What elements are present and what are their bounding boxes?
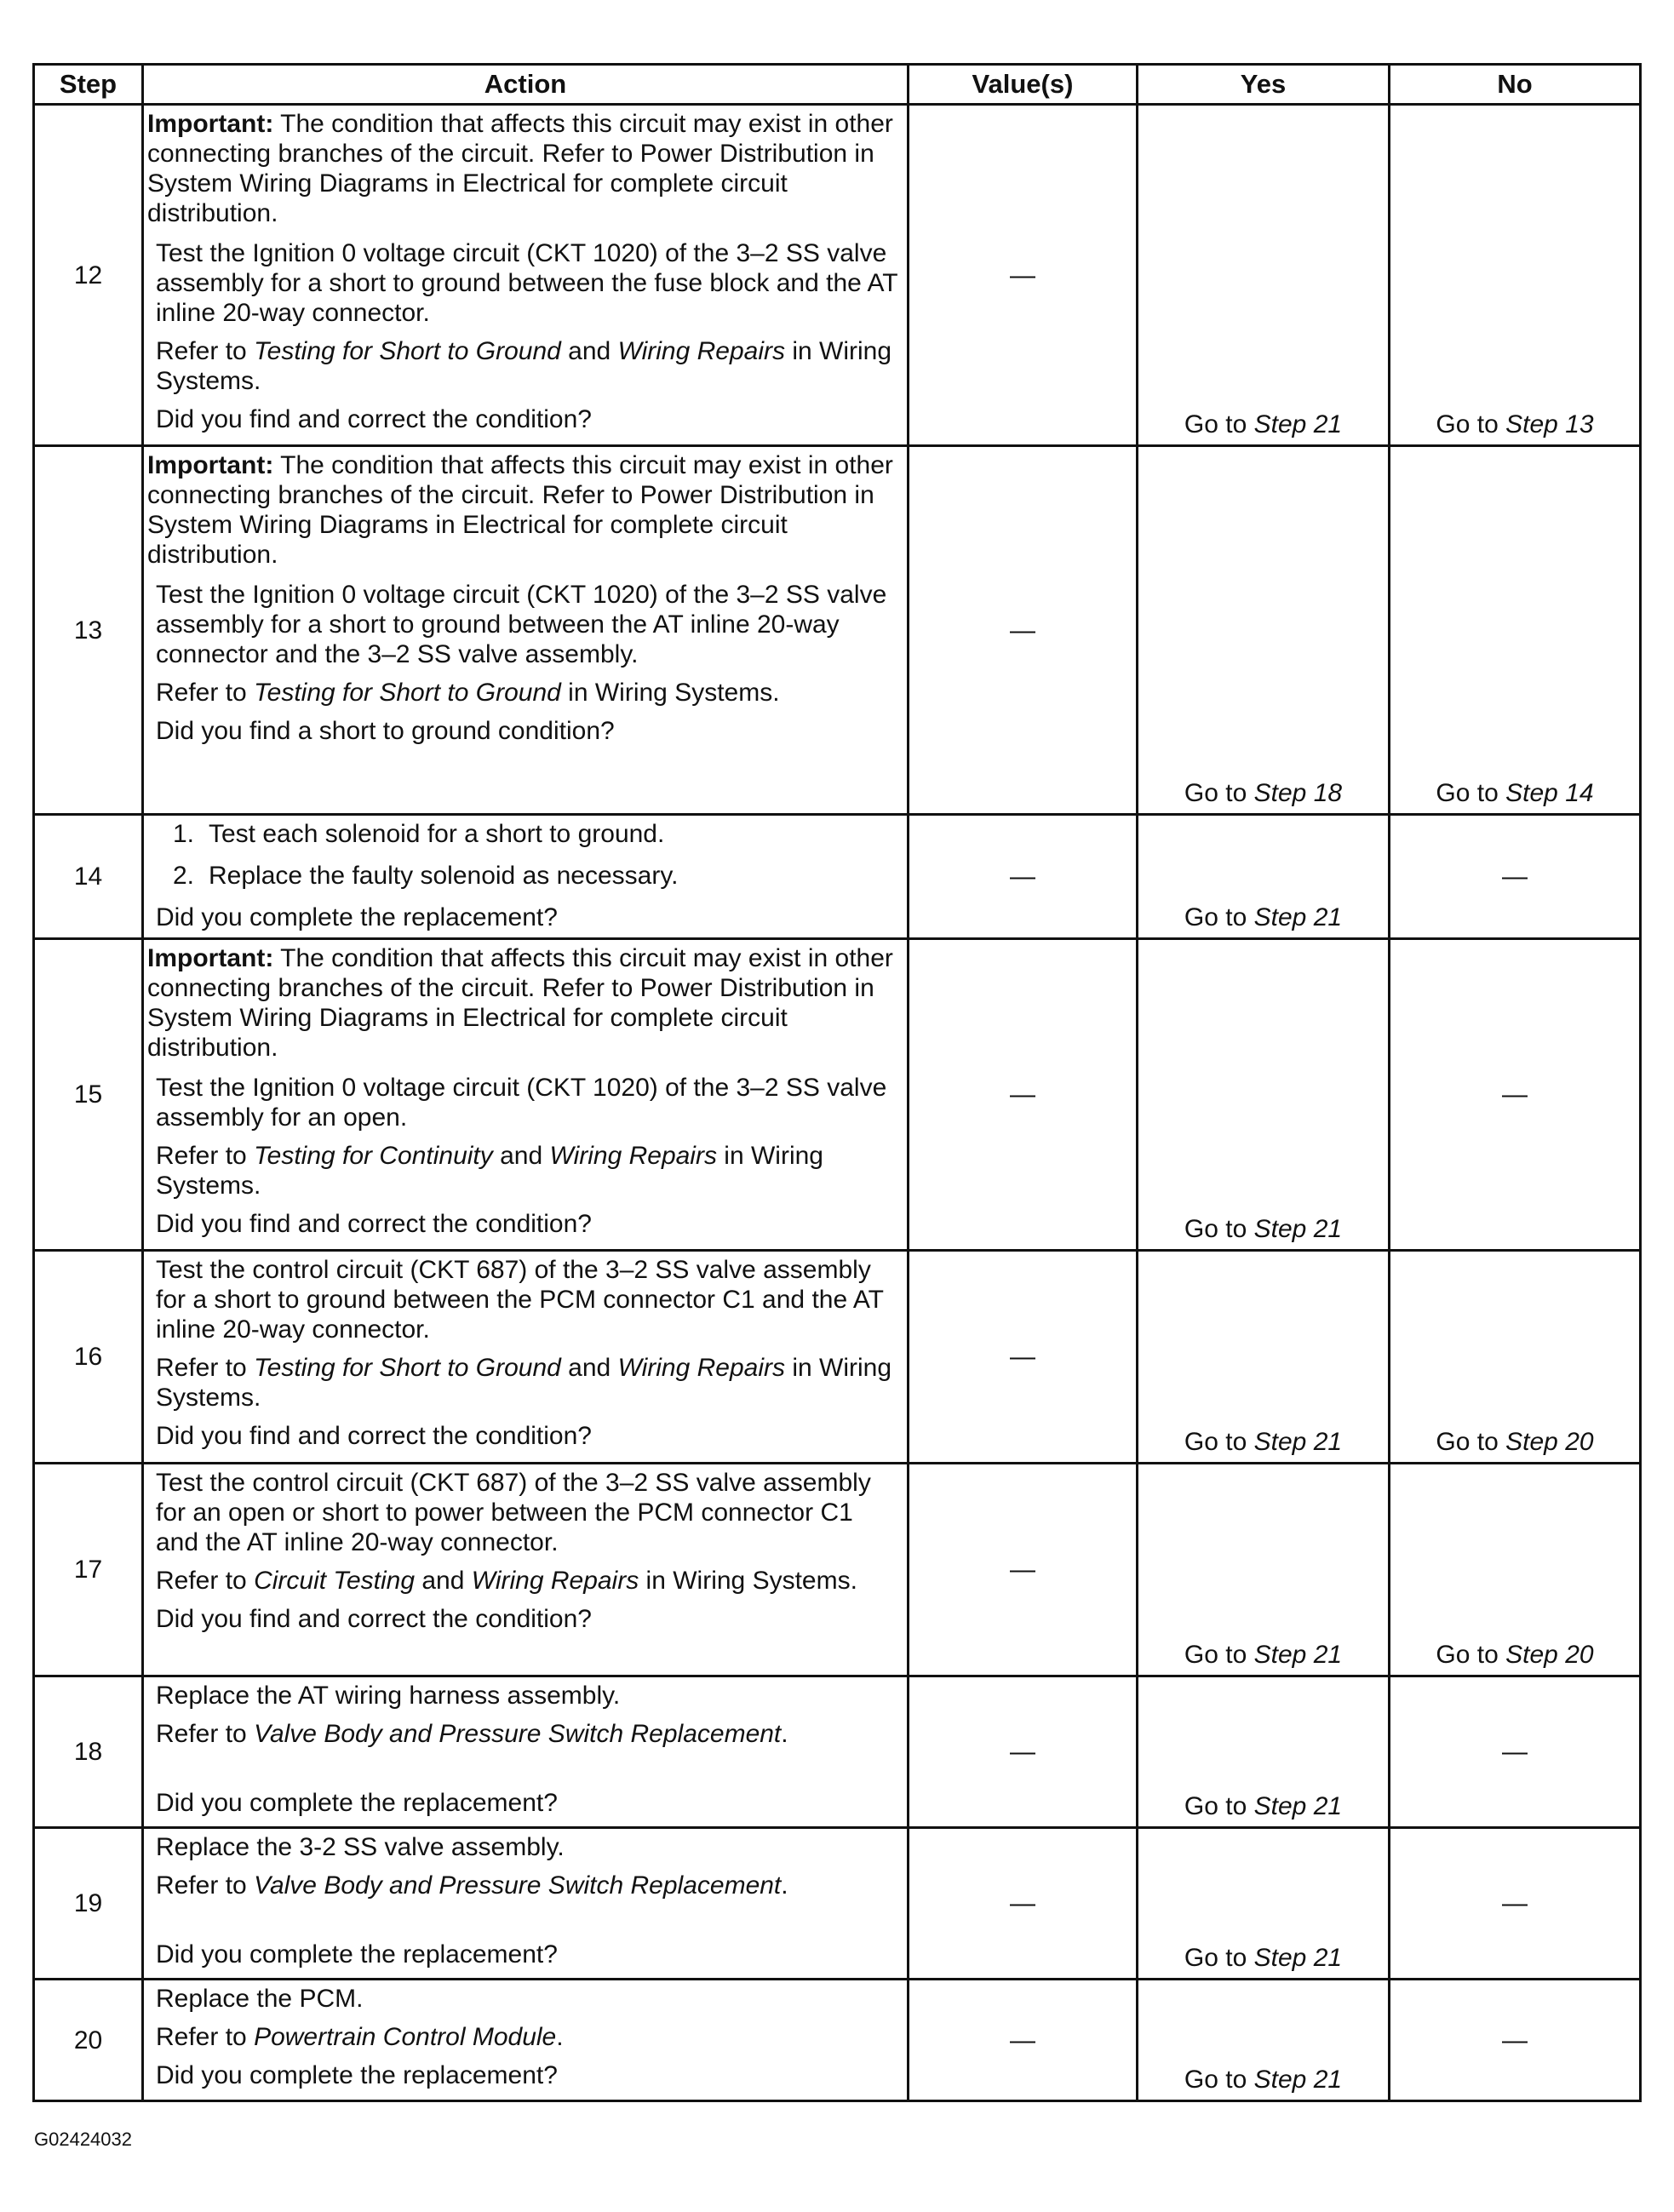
table-row	[34, 815, 1641, 939]
refer-text	[156, 336, 902, 396]
action-text: Test the Ignition 0 voltage circuit (CKT 1020) of the 3–2 SS valve assembly for a short to ground between the AT inline 20-way connector and the 3–2 SS valve assembly.	[156, 581, 887, 668]
list-number: 1.	[173, 820, 195, 848]
action-cell	[143, 446, 909, 815]
refer-prefix: Refer to	[156, 1142, 255, 1170]
document-id: G02424032	[34, 2129, 132, 2150]
yes-cell	[1138, 939, 1390, 1251]
refer-link-1: Testing for Short to Ground	[254, 337, 561, 365]
value-cell: —	[909, 446, 1138, 815]
value-cell: —	[909, 939, 1138, 1251]
list-number: 2.	[173, 862, 195, 890]
step-number: 14	[34, 815, 143, 939]
action-text: Replace the AT wiring harness assembly.	[156, 1682, 621, 1710]
yes-cell	[1138, 105, 1390, 446]
goto-prefix: Go to	[1436, 1428, 1506, 1456]
diagnostic-table	[32, 63, 1642, 2102]
refer-mid: and	[415, 1567, 472, 1595]
value-cell: —	[909, 105, 1138, 446]
refer-text	[156, 1353, 902, 1413]
refer-prefix: Refer to	[156, 1567, 255, 1595]
refer-link-1: Valve Body and Pressure Switch Replacement	[254, 1871, 782, 1900]
list-text: Replace the faulty solenoid as necessary.	[209, 862, 679, 890]
refer-text	[156, 1566, 902, 1596]
question-text: Did you complete the replacement?	[156, 2061, 558, 2089]
refer-suffix: in Wiring Systems.	[156, 337, 892, 395]
refer-suffix: .	[781, 1871, 788, 1900]
important-text: The condition that affects this circuit may exist in other connecting branches of the circuit. Refer to Power Distribution in System Wiring Diagrams in Electrical for complete circuit distribution.	[147, 944, 893, 1062]
header-no: No	[1390, 65, 1641, 105]
question-text: Did you find and correct the condition?	[156, 405, 592, 433]
goto-prefix: Go to	[1184, 410, 1254, 438]
important-note	[147, 450, 902, 570]
no-cell: —	[1390, 815, 1641, 939]
question-text: Did you complete the replacement?	[156, 903, 558, 931]
value-cell: —	[909, 1828, 1138, 1980]
goto-prefix: Go to	[1184, 1215, 1254, 1243]
refer-text	[156, 1141, 902, 1201]
question-text: Did you find a short to ground condition?	[156, 717, 615, 745]
yes-cell	[1138, 1676, 1390, 1828]
question-text: Did you find and correct the condition?	[156, 1605, 592, 1633]
no-cell: —	[1390, 1676, 1641, 1828]
table-row	[34, 446, 1641, 815]
refer-text	[156, 1871, 902, 1900]
value-cell: —	[909, 1251, 1138, 1464]
refer-prefix: Refer to	[156, 1871, 255, 1900]
table-row	[34, 1464, 1641, 1676]
no-cell	[1390, 446, 1641, 815]
value-cell: —	[909, 815, 1138, 939]
refer-prefix: Refer to	[156, 1720, 255, 1748]
goto-prefix: Go to	[1184, 903, 1254, 931]
yes-cell	[1138, 1251, 1390, 1464]
step-number: 18	[34, 1676, 143, 1828]
step-number: 15	[34, 939, 143, 1251]
step-number: 19	[34, 1828, 143, 1980]
no-cell	[1390, 1464, 1641, 1676]
table-row	[34, 1828, 1641, 1980]
refer-link-1: Valve Body and Pressure Switch Replacement	[254, 1720, 782, 1748]
yes-cell	[1138, 1980, 1390, 2101]
step-number: 17	[34, 1464, 143, 1676]
question-text: Did you complete the replacement?	[156, 1789, 558, 1817]
refer-text	[156, 678, 902, 708]
goto-prefix: Go to	[1436, 410, 1506, 438]
refer-suffix: in Wiring Systems.	[560, 679, 780, 707]
important-text: The condition that affects this circuit may exist in other connecting branches of the circuit. Refer to Power Distribution in System Wiring Diagrams in Electrical for complete circuit distribution.	[147, 110, 893, 227]
header-step: Step	[34, 65, 143, 105]
step-number: 20	[34, 1980, 143, 2101]
question-text: Did you find and correct the condition?	[156, 1210, 592, 1238]
refer-link-2: Wiring Repairs	[617, 1354, 786, 1382]
list-text: Test each solenoid for a short to ground.	[209, 820, 665, 848]
table-row	[34, 1251, 1641, 1464]
step-number: 16	[34, 1251, 143, 1464]
goto-step: Step 18	[1253, 779, 1343, 807]
refer-text	[156, 1719, 902, 1749]
yes-cell	[1138, 446, 1390, 815]
refer-mid: and	[560, 337, 618, 365]
goto-prefix: Go to	[1184, 1944, 1254, 1972]
no-cell: —	[1390, 939, 1641, 1251]
action-text: Replace the PCM.	[156, 1985, 364, 2013]
step-number: 13	[34, 446, 143, 815]
goto-step: Step 20	[1505, 1641, 1594, 1669]
spacer	[147, 1757, 902, 1788]
yes-cell	[1138, 815, 1390, 939]
action-cell	[143, 1464, 909, 1676]
header-action: Action	[143, 65, 909, 105]
question-text: Did you complete the replacement?	[156, 1940, 558, 1968]
table-row	[34, 1980, 1641, 2101]
refer-prefix: Refer to	[156, 679, 255, 707]
action-text: Test the Ignition 0 voltage circuit (CKT 1020) of the 3–2 SS valve assembly for a short to ground between the fuse block and the AT inline 20-way connector.	[156, 239, 898, 327]
action-cell	[143, 1676, 909, 1828]
goto-step: Step 21	[1253, 1792, 1343, 1820]
table-header-row	[34, 65, 1641, 105]
goto-prefix: Go to	[1436, 1641, 1506, 1669]
important-note	[147, 109, 902, 228]
action-text: Test the Ignition 0 voltage circuit (CKT 1020) of the 3–2 SS valve assembly for an open.	[156, 1074, 887, 1132]
refer-prefix: Refer to	[156, 1354, 255, 1382]
goto-prefix: Go to	[1184, 1641, 1254, 1669]
refer-link-2: Wiring Repairs	[549, 1142, 717, 1170]
question-text: Did you find and correct the condition?	[156, 1422, 592, 1450]
goto-prefix: Go to	[1436, 779, 1506, 807]
value-cell: —	[909, 1464, 1138, 1676]
action-text: Replace the 3-2 SS valve assembly.	[156, 1833, 565, 1861]
table-row	[34, 1676, 1641, 1828]
spacer	[147, 1909, 902, 1940]
step-number: 12	[34, 105, 143, 446]
refer-link-1: Circuit Testing	[254, 1567, 416, 1595]
action-cell	[143, 1980, 909, 2101]
important-label: Important:	[147, 451, 274, 479]
list-item	[173, 861, 902, 891]
goto-prefix: Go to	[1184, 779, 1254, 807]
goto-step: Step 21	[1253, 1215, 1343, 1243]
goto-step: Step 21	[1253, 903, 1343, 931]
goto-step: Step 20	[1505, 1428, 1594, 1456]
action-text: Test the control circuit (CKT 687) of the 3–2 SS valve assembly for a short to ground between the PCM connector C1 and the AT inline 20-way connector.	[156, 1256, 884, 1344]
refer-link-2: Wiring Repairs	[617, 337, 786, 365]
action-cell	[143, 105, 909, 446]
goto-step: Step 21	[1253, 2066, 1343, 2094]
important-text: The condition that affects this circuit may exist in other connecting branches of the circuit. Refer to Power Distribution in System Wiring Diagrams in Electrical for complete circuit distribution.	[147, 451, 893, 569]
refer-suffix: in Wiring Systems.	[156, 1354, 892, 1412]
action-cell	[143, 1251, 909, 1464]
goto-prefix: Go to	[1184, 1792, 1254, 1820]
no-cell: —	[1390, 1980, 1641, 2101]
important-label: Important:	[147, 944, 274, 972]
list-item	[173, 819, 902, 849]
refer-suffix: .	[556, 2023, 564, 2051]
goto-step: Step 14	[1505, 779, 1594, 807]
important-label: Important:	[147, 110, 274, 138]
action-text: Test the control circuit (CKT 687) of the 3–2 SS valve assembly for an open or short to power between the PCM connector C1 and the AT inline 20-way connector.	[156, 1469, 871, 1556]
header-yes: Yes	[1138, 65, 1390, 105]
refer-link-1: Testing for Short to Ground	[254, 679, 561, 707]
no-cell: —	[1390, 1828, 1641, 1980]
goto-prefix: Go to	[1184, 2066, 1254, 2094]
action-cell	[143, 815, 909, 939]
refer-suffix: in Wiring Systems.	[639, 1567, 857, 1595]
action-cell	[143, 939, 909, 1251]
goto-prefix: Go to	[1184, 1428, 1254, 1456]
goto-step: Step 13	[1505, 410, 1594, 438]
value-cell: —	[909, 1980, 1138, 2101]
refer-prefix: Refer to	[156, 337, 255, 365]
yes-cell	[1138, 1464, 1390, 1676]
no-cell	[1390, 1251, 1641, 1464]
action-cell	[143, 1828, 909, 1980]
refer-suffix: in Wiring Systems.	[156, 1142, 823, 1200]
goto-step: Step 21	[1253, 410, 1343, 438]
refer-link-1: Powertrain Control Module	[254, 2023, 557, 2051]
important-note	[147, 943, 902, 1063]
goto-step: Step 21	[1253, 1641, 1343, 1669]
table-row	[34, 939, 1641, 1251]
refer-link-2: Wiring Repairs	[471, 1567, 639, 1595]
table-row	[34, 105, 1641, 446]
goto-step: Step 21	[1253, 1428, 1343, 1456]
value-cell: —	[909, 1676, 1138, 1828]
refer-link-1: Testing for Continuity	[254, 1142, 493, 1170]
no-cell	[1390, 105, 1641, 446]
yes-cell	[1138, 1828, 1390, 1980]
refer-text	[156, 2022, 902, 2052]
refer-suffix: .	[781, 1720, 788, 1748]
refer-prefix: Refer to	[156, 2023, 255, 2051]
refer-mid: and	[492, 1142, 550, 1170]
header-values: Value(s)	[909, 65, 1138, 105]
refer-link-1: Testing for Short to Ground	[254, 1354, 561, 1382]
goto-step: Step 21	[1253, 1944, 1343, 1972]
refer-mid: and	[560, 1354, 618, 1382]
